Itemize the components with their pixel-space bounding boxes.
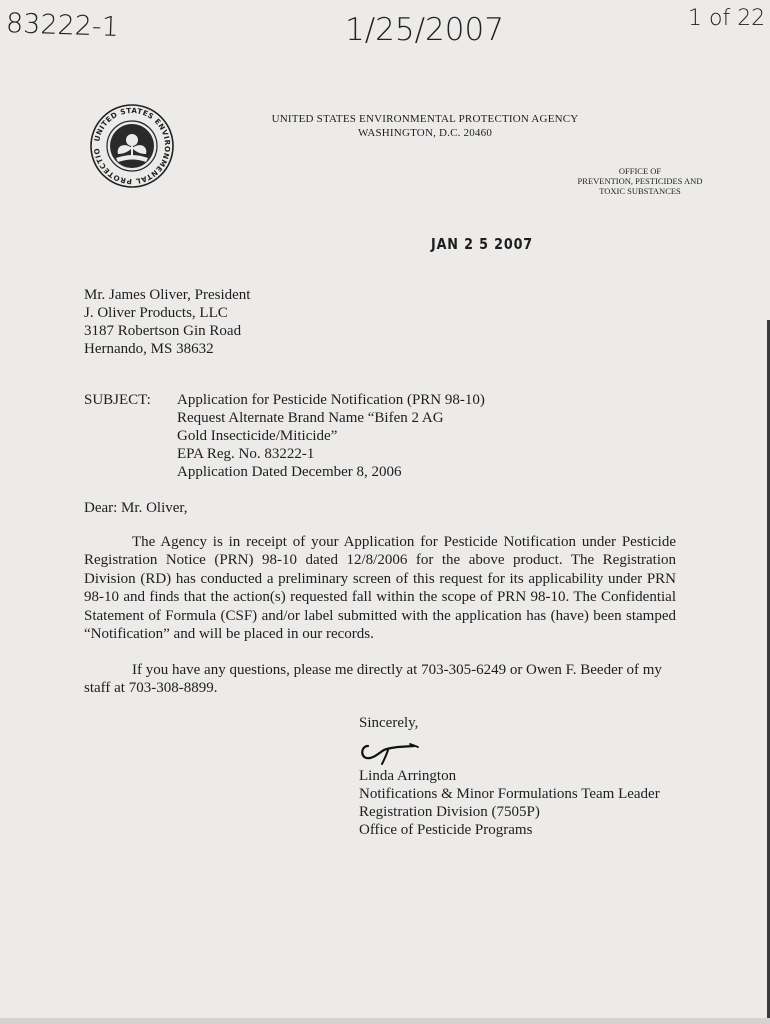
agency-address: WASHINGTON, D.C. 20460 [357, 127, 493, 139]
handwritten-date: 1/25/2007 [345, 12, 504, 48]
signatory-title: Notifications & Minor Formulations Team Leader [359, 786, 660, 802]
subject-block [177, 391, 485, 481]
subject-line: Application for Pesticide Notification (PRN 98-10) [177, 392, 485, 408]
salutation: Dear: Mr. Oliver, [84, 500, 188, 516]
svg-text:UNITED STATES ENVIRONMENTAL PR: UNITED STATES ENVIRONMENTAL PROTECTIO [91, 105, 173, 187]
signatory-division: Registration Division (7505P) [359, 804, 540, 820]
signatory-office: Office of Pesticide Programs [359, 822, 533, 838]
agency-name: UNITED STATES ENVIRONMENTAL PROTECTION AGENCY [271, 113, 579, 125]
office-line: PREVENTION, PESTICIDES AND [577, 176, 703, 186]
subject-line: Gold Insecticide/Miticide” [177, 428, 338, 444]
date-stamp: JAN 2 5 2007 [431, 235, 534, 253]
recipient-line: 3187 Robertson Gin Road [84, 323, 242, 339]
handwritten-page-count: 1 of 22 [688, 6, 766, 31]
recipient-line: J. Oliver Products, LLC [84, 305, 228, 321]
subject-line: EPA Reg. No. 83222-1 [177, 446, 315, 462]
recipient-address [84, 286, 250, 358]
closing: Sincerely, [359, 715, 419, 731]
body-paragraph-2: If you have any questions, please me directly at 703-305-6249 or Owen F. Beeder of my staff at 703-308-8899. [84, 662, 662, 697]
body-paragraph-1: The Agency is in receipt of your Application for Pesticide Notification under Pesticide Registration Notice (PRN) 98-10 dated 12/8/2006 for the above product. The Registration Division (RD) has conducted a preliminary screen of this request for its applicability under PRN 98-10 and finds that the action(s) requested fall within the scope of PRN 98-10. The Confidential Statement of Formula (CSF) and/or label submitted with the application has (have) been stamped “Notification” and will be placed in our records. [84, 534, 676, 643]
recipient-line: Hernando, MS 38632 [84, 341, 214, 357]
scan-bottom-edge [0, 1018, 770, 1024]
office-block [560, 166, 720, 196]
subject-line: Request Alternate Brand Name “Bifen 2 AG [177, 410, 444, 426]
signature-block [359, 767, 660, 839]
handwritten-reg-number: 83222-1 [5, 8, 120, 43]
office-line: TOXIC SUBSTANCES [599, 186, 681, 196]
signatory-name: Linda Arrington [359, 768, 457, 784]
office-line: OFFICE OF [618, 166, 662, 176]
subject-line: Application Dated December 8, 2006 [177, 464, 402, 480]
signature-icon [358, 738, 428, 766]
recipient-line: Mr. James Oliver, President [84, 287, 251, 303]
subject-label: SUBJECT: [84, 392, 151, 408]
epa-seal-icon [88, 102, 176, 190]
